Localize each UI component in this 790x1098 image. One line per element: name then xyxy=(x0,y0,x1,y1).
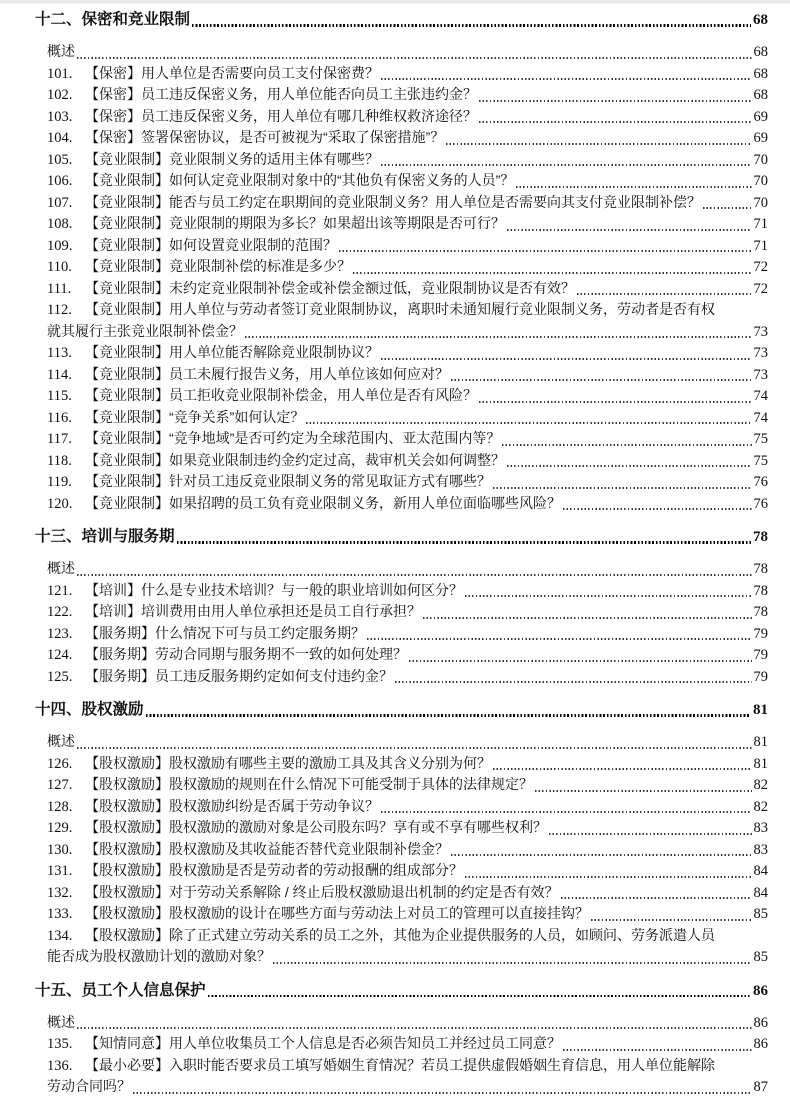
entry-number: 110. xyxy=(47,259,72,275)
entry-line-with-page xyxy=(0,127,768,149)
toc-entry[interactable] xyxy=(0,580,768,602)
entry-title: 【股权激励】股权激励的设计在哪些方面与劳动法上对员工的管理可以直接挂钩？ xyxy=(85,905,589,921)
entry-number: 127. xyxy=(47,777,73,793)
section-title: 十二、保密和竞业限制 xyxy=(35,11,191,28)
entry-line-with-page xyxy=(0,1033,768,1055)
dotted-leader xyxy=(306,422,751,424)
entry-line-with-page xyxy=(0,428,768,450)
entry-line-with-page xyxy=(0,471,768,493)
toc-entry[interactable] xyxy=(0,1055,768,1098)
entry-page-number: 84 xyxy=(753,884,768,901)
toc-entry[interactable] xyxy=(0,903,768,925)
entry-number: 112. xyxy=(47,302,72,318)
toc-entry[interactable] xyxy=(0,41,768,63)
entry-number: 117. xyxy=(47,431,72,447)
entry-line-with-page xyxy=(0,601,768,623)
entry-number: 118. xyxy=(47,452,72,469)
dotted-leader xyxy=(493,768,752,770)
entry-line-with-page xyxy=(0,278,768,300)
entry-line-with-page xyxy=(0,946,768,968)
dotted-leader xyxy=(451,379,752,381)
entry-title: 【培训】什么是专业技术培训？与一般的职业培训如何区分？ xyxy=(85,581,463,598)
entry-line-with-page xyxy=(0,796,768,818)
entry-title: 【股权激励】股权激励是否是劳动者的劳动报酬的组成部分？ xyxy=(85,862,463,878)
entry-number: 105. xyxy=(47,151,73,168)
section-entries xyxy=(0,1012,768,1098)
dotted-leader xyxy=(507,465,752,467)
toc-entry[interactable] xyxy=(0,817,768,839)
entry-number: 126. xyxy=(47,755,73,772)
toc-entry[interactable] xyxy=(0,299,768,342)
entry-title: 【股权激励】股权激励的激励对象是公司股东吗？享有或不享有哪些权利？ xyxy=(85,819,547,835)
entry-number: 113. xyxy=(47,345,72,361)
entry-line-with-page xyxy=(0,731,768,753)
entry-line-with-page xyxy=(0,235,768,257)
toc-entry[interactable] xyxy=(0,666,768,688)
dotted-leader xyxy=(561,897,752,899)
entry-line-with-page xyxy=(0,450,768,472)
entry-page-number: 73 xyxy=(753,345,768,361)
dotted-leader xyxy=(516,186,751,188)
toc-entry[interactable] xyxy=(0,493,768,515)
toc-entry[interactable] xyxy=(0,1012,768,1034)
dotted-leader xyxy=(77,747,752,749)
entry-line-with-page xyxy=(0,1012,768,1034)
dotted-leader xyxy=(493,487,752,489)
toc-section-heading[interactable] xyxy=(0,9,768,31)
entry-page-number: 72 xyxy=(753,280,768,297)
toc-entry[interactable] xyxy=(0,882,768,904)
entry-number: 133. xyxy=(47,906,73,922)
section-title: 十四、股权激励 xyxy=(35,701,144,718)
toc-entry[interactable] xyxy=(0,601,768,623)
toc-entry[interactable] xyxy=(0,796,768,818)
entry-number: 132. xyxy=(47,884,73,901)
dotted-leader xyxy=(577,293,752,295)
section-entries xyxy=(0,41,768,514)
entry-line-with-page xyxy=(0,213,768,235)
entry-line-with-page xyxy=(0,753,768,775)
dotted-leader xyxy=(77,574,752,576)
dotted-leader xyxy=(367,638,752,640)
toc-entry[interactable] xyxy=(0,471,768,493)
dotted-leader xyxy=(77,1027,752,1029)
toc-entry[interactable] xyxy=(0,558,768,580)
entry-number: 119. xyxy=(47,474,72,490)
entry-title: 【股权激励】股权激励的规则在什么情况下可能受制于具体的法律规定？ xyxy=(85,776,533,792)
entry-title: 【保密】员工违反保密义务，用人单位有哪几种维权救济途径？ xyxy=(85,107,477,124)
toc-section xyxy=(0,980,768,1098)
toc-entry[interactable] xyxy=(0,731,768,753)
dotted-leader xyxy=(192,24,751,26)
entry-title: 概述 xyxy=(47,560,75,576)
entry-page-number: 78 xyxy=(753,582,768,599)
toc-entry[interactable] xyxy=(0,342,768,364)
dotted-leader xyxy=(507,229,752,231)
toc-entry[interactable] xyxy=(0,235,768,257)
entry-title: 【竞业限制】用人单位与劳动者签订竞业限制协议，离职时未通知履行竞业限制义务，劳动者是否有权 xyxy=(85,301,715,317)
entry-title: 【服务期】员工违反服务期约定如何支付违约金？ xyxy=(85,667,393,684)
entry-line-with-page xyxy=(0,342,768,364)
toc-entry[interactable] xyxy=(0,84,768,106)
dotted-leader xyxy=(563,508,752,510)
dotted-leader xyxy=(465,876,752,878)
toc-entry[interactable] xyxy=(0,1033,768,1055)
toc-entry[interactable] xyxy=(0,860,768,882)
toc-entry[interactable] xyxy=(0,256,768,278)
dotted-leader xyxy=(177,541,751,543)
toc-entry[interactable] xyxy=(0,839,768,861)
entry-line-with-page xyxy=(0,1076,768,1098)
entry-line-with-page xyxy=(0,860,768,882)
entry-number: 136. xyxy=(47,1057,73,1074)
dotted-leader xyxy=(591,919,752,921)
entry-title: 【培训】培训费用由用人单位承担还是员工自行承担？ xyxy=(85,603,421,619)
entry-page-number: 69 xyxy=(753,130,768,146)
entry-page-number: 83 xyxy=(753,841,768,858)
entry-number: 111. xyxy=(47,280,72,297)
entry-page-number: 68 xyxy=(753,44,768,60)
toc-entry[interactable] xyxy=(0,170,768,192)
entry-line-with-page xyxy=(0,63,768,85)
entry-title: 【竞业限制】能否与员工约定在职期间的竞业限制义务？用人单位是否需要向其支付竞业限制补偿？ xyxy=(85,193,701,210)
entry-title: 【股权激励】股权激励有哪些主要的激励工具及其含义分别为何？ xyxy=(85,754,491,771)
toc-section xyxy=(0,526,768,687)
toc-entry[interactable] xyxy=(0,192,768,214)
entry-number: 121. xyxy=(47,582,73,599)
entry-number: 101. xyxy=(47,65,73,82)
entry-title: 【竞业限制】如果竞业限制违约金约定过高，裁审机关会如何调整？ xyxy=(85,451,505,468)
entry-title: 【竞业限制】如何设置竞业限制的范围？ xyxy=(85,236,337,253)
entry-page-number: 73 xyxy=(753,323,768,340)
dotted-leader xyxy=(703,207,752,209)
entry-line-with-page xyxy=(0,149,768,171)
toc-entry[interactable] xyxy=(0,63,768,85)
entry-line1 xyxy=(0,299,768,321)
entry-title: 【竞业限制】未约定竞业限制补偿金或补偿金额过低，竞业限制协议是否有效？ xyxy=(85,279,575,296)
entry-line-with-page xyxy=(0,192,768,214)
toc-entry[interactable] xyxy=(0,644,768,666)
dotted-leader xyxy=(339,250,752,252)
section-title: 十五、员工个人信息保护 xyxy=(35,981,206,999)
entry-page-number: 79 xyxy=(753,668,768,685)
toc-entry[interactable] xyxy=(0,278,768,300)
entry-title: 【竞业限制】竞业限制义务的适用主体有哪些？ xyxy=(85,150,379,167)
toc-entry[interactable] xyxy=(0,428,768,450)
entry-page-number: 79 xyxy=(753,625,768,642)
entry-number: 108. xyxy=(47,216,73,232)
entry-page-number: 85 xyxy=(753,949,768,965)
entry-number: 130. xyxy=(47,841,73,858)
entry-line-with-page xyxy=(0,817,768,839)
entry-page-number: 79 xyxy=(753,647,768,663)
dotted-leader xyxy=(409,660,752,662)
entry-title: 概述 xyxy=(47,733,75,749)
toc-entry[interactable] xyxy=(0,213,768,235)
section-entries xyxy=(0,731,768,968)
entry-number: 123. xyxy=(47,625,73,642)
entry-page-number: 87 xyxy=(753,1079,768,1095)
entry-title: 【服务期】什么情况下可与员工约定服务期？ xyxy=(85,624,365,641)
entry-title: 【保密】签署保密协议，是否可被视为“采取了保密措施”？ xyxy=(85,129,445,145)
entry-title: 【股权激励】除了正式建立劳动关系的员工之外，其他为企业提供服务的人员，如顾问、劳务派遣人员 xyxy=(85,926,715,943)
entry-title: 【竞业限制】员工未履行报告义务，用人单位该如何应对？ xyxy=(85,365,449,382)
entry-title: 【保密】员工违反保密义务，用人单位能否向员工主张违约金？ xyxy=(85,86,477,102)
entry-title: 【竞业限制】“竞争关系”如何认定？ xyxy=(85,408,305,425)
entry-page-number: 68 xyxy=(753,87,768,103)
dotted-leader xyxy=(381,78,752,80)
entry-number: 122. xyxy=(47,604,73,620)
entry-page-number: 81 xyxy=(753,755,768,772)
entry-title: 【竞业限制】用人单位能否解除竞业限制协议？ xyxy=(85,344,379,360)
entry-title: 【竞业限制】竞业限制补偿的标准是多少？ xyxy=(85,258,351,274)
entry-page-number: 86 xyxy=(753,1036,768,1052)
entry-title: 【股权激励】对于劳动关系解除 / 终止后股权激励退出机制的约定是否有效？ xyxy=(85,883,559,900)
entry-page-number: 78 xyxy=(753,561,768,577)
entry-line-with-page xyxy=(0,774,768,796)
entry-page-number: 83 xyxy=(753,820,768,836)
section-page-number: 68 xyxy=(753,12,768,28)
entry-number: 125. xyxy=(47,668,73,685)
dotted-leader xyxy=(353,272,752,274)
entry-title: 【保密】用人单位是否需要向员工支付保密费？ xyxy=(85,64,379,81)
toc-entry[interactable] xyxy=(0,450,768,472)
entry-page-number: 75 xyxy=(753,431,768,447)
toc-entry[interactable] xyxy=(0,623,768,645)
dotted-leader xyxy=(563,1049,752,1051)
entry-title: 【知情同意】用人单位收集员工个人信息是否必须告知员工并经过员工同意？ xyxy=(85,1035,561,1051)
entry-page-number: 70 xyxy=(753,151,768,168)
section-entries xyxy=(0,558,768,687)
entry-number: 135. xyxy=(47,1036,73,1052)
toc-entry[interactable] xyxy=(0,364,768,386)
dotted-leader xyxy=(77,57,752,59)
entry-line-with-page xyxy=(0,170,768,192)
entry-page-number: 82 xyxy=(753,798,768,815)
entry-title: 【股权激励】股权激励及其收益能否替代竞业限制补偿金？ xyxy=(85,840,449,857)
entry-title: 就其履行主张竞业限制补偿金？ xyxy=(47,322,243,339)
entry-page-number: 76 xyxy=(753,474,768,490)
entry-line-with-page xyxy=(0,321,768,343)
dotted-leader xyxy=(133,1092,752,1094)
entry-page-number: 84 xyxy=(753,863,768,879)
toc-entry[interactable] xyxy=(0,407,768,429)
entry-number: 120. xyxy=(47,495,73,512)
section-title: 十三、培训与服务期 xyxy=(35,528,175,545)
section-page-number: 86 xyxy=(753,982,768,999)
entry-line-with-page xyxy=(0,385,768,407)
section-page-number: 78 xyxy=(753,529,768,545)
dotted-leader xyxy=(423,617,752,619)
entry-title: 【股权激励】股权激励纠纷是否属于劳动争议？ xyxy=(85,797,379,814)
entry-title: 【竞业限制】竞业限制的期限为多长？如果超出该等期限是否可行？ xyxy=(85,215,505,231)
entry-page-number: 78 xyxy=(753,604,768,620)
dotted-leader xyxy=(451,854,752,856)
table-of-contents xyxy=(0,4,790,1098)
entry-line-with-page xyxy=(0,106,768,128)
entry-page-number: 70 xyxy=(753,173,768,189)
entry-title: 概述 xyxy=(47,1013,75,1030)
entry-title: 劳动合同吗？ xyxy=(47,1078,131,1094)
toc-section-heading[interactable] xyxy=(0,699,768,721)
entry-page-number: 76 xyxy=(753,495,768,512)
entry-page-number: 85 xyxy=(753,906,768,922)
entry-page-number: 82 xyxy=(753,777,768,793)
entry-title: 【最小必要】入职时能否要求员工填写婚姻生育情况？若员工提供虚假婚姻生育信息，用人单位能解除 xyxy=(85,1056,715,1073)
entry-page-number: 74 xyxy=(753,409,768,426)
entry-page-number: 75 xyxy=(753,452,768,469)
entry-number: 103. xyxy=(47,108,73,125)
entry-page-number: 71 xyxy=(753,237,768,254)
entry-page-number: 69 xyxy=(753,108,768,125)
entry-line-with-page xyxy=(0,558,768,580)
toc-entry[interactable] xyxy=(0,149,768,171)
entry-page-number: 81 xyxy=(753,734,768,750)
entry-page-number: 72 xyxy=(753,259,768,275)
dotted-leader xyxy=(549,833,752,835)
entry-line-with-page xyxy=(0,493,768,515)
entry-page-number: 70 xyxy=(753,194,768,211)
entry-page-number: 68 xyxy=(753,65,768,82)
entry-line-with-page xyxy=(0,580,768,602)
entry-number: 116. xyxy=(47,409,72,426)
entry-page-number: 74 xyxy=(753,388,768,404)
toc-section-heading[interactable] xyxy=(0,526,768,548)
entry-title: 【竞业限制】如果招聘的员工负有竞业限制义务，新用人单位面临哪些风险？ xyxy=(85,494,561,511)
entry-line-with-page xyxy=(0,364,768,386)
entry-title: 【竞业限制】针对员工违反竞业限制义务的常见取证方式有哪些？ xyxy=(85,473,491,489)
dotted-leader xyxy=(381,811,752,813)
entry-page-number: 71 xyxy=(753,216,768,232)
entry-number: 107. xyxy=(47,194,73,211)
entry-line-with-page xyxy=(0,644,768,666)
entry-number: 134. xyxy=(47,927,73,944)
entry-line-with-page xyxy=(0,839,768,861)
toc-section xyxy=(0,9,768,514)
toc-entry[interactable] xyxy=(0,385,768,407)
dotted-leader xyxy=(273,962,752,964)
entry-line-with-page xyxy=(0,882,768,904)
entry-line-with-page xyxy=(0,84,768,106)
entry-page-number: 86 xyxy=(753,1014,768,1031)
entry-number: 106. xyxy=(47,173,73,189)
entry-line-with-page xyxy=(0,407,768,429)
dotted-leader xyxy=(465,595,752,597)
entry-number: 124. xyxy=(47,647,73,663)
dotted-leader xyxy=(381,358,752,360)
toc-entry[interactable] xyxy=(0,753,768,775)
entry-line1 xyxy=(0,1055,768,1077)
section-page-number: 81 xyxy=(753,702,768,718)
entry-title: 能否成为股权激励计划的激励对象？ xyxy=(47,948,271,964)
entry-line-with-page xyxy=(0,666,768,688)
dotted-leader xyxy=(208,995,751,997)
entry-line-with-page xyxy=(0,256,768,278)
toc-entry[interactable] xyxy=(0,106,768,128)
toc-section xyxy=(0,699,768,968)
entry-number: 114. xyxy=(47,366,72,383)
entry-title: 概述 xyxy=(47,43,75,59)
dotted-leader xyxy=(146,714,751,716)
dotted-leader xyxy=(535,790,752,792)
dotted-leader xyxy=(395,681,752,683)
entry-line-with-page xyxy=(0,903,768,925)
toc-entry[interactable] xyxy=(0,127,768,149)
entry-page-number: 73 xyxy=(753,366,768,383)
toc-entry[interactable] xyxy=(0,774,768,796)
dotted-leader xyxy=(479,121,752,123)
entry-title: 【竞业限制】如何认定竞业限制对象中的“其他负有保密义务的人员”？ xyxy=(85,172,515,188)
entry-number: 128. xyxy=(47,798,73,815)
entry-number: 115. xyxy=(47,388,72,404)
dotted-leader xyxy=(479,401,752,403)
entry-number: 131. xyxy=(47,863,73,879)
entry-line-with-page xyxy=(0,623,768,645)
entry-number: 104. xyxy=(47,130,73,146)
entry-number: 129. xyxy=(47,820,73,836)
entry-number: 102. xyxy=(47,87,73,103)
dotted-leader xyxy=(502,444,751,446)
entry-line1 xyxy=(0,925,768,947)
entry-title: 【竞业限制】“竞争地域”是否可约定为全球范围内、亚太范围内等？ xyxy=(85,430,501,446)
dotted-leader xyxy=(245,336,752,338)
toc-section-heading[interactable] xyxy=(0,980,768,1002)
entry-line-with-page xyxy=(0,41,768,63)
dotted-leader xyxy=(446,143,751,145)
dotted-leader xyxy=(381,164,752,166)
entry-number: 109. xyxy=(47,237,73,254)
entry-title: 【竞业限制】员工拒收竞业限制补偿金，用人单位是否有风险？ xyxy=(85,387,477,403)
dotted-leader xyxy=(479,100,752,102)
toc-entry[interactable] xyxy=(0,925,768,968)
entry-title: 【服务期】劳动合同期与服务期不一致的如何处理？ xyxy=(85,646,407,662)
